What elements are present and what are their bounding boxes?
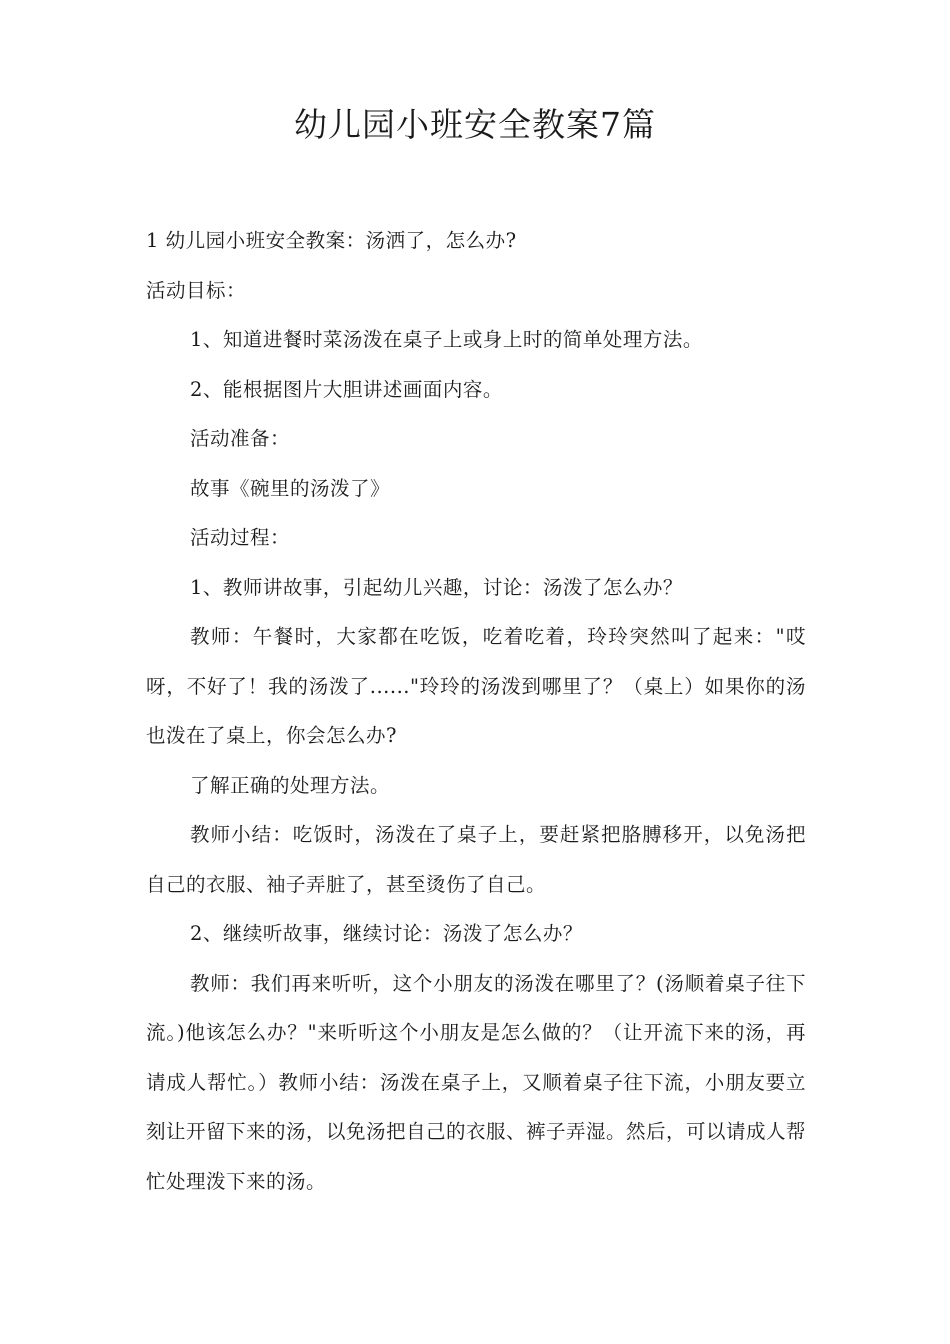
paragraph: 了解正确的处理方法。 <box>190 773 391 797</box>
document-title: 幼儿园小班安全教案7篇 <box>294 105 656 144</box>
paragraph: 活动过程： <box>190 526 291 549</box>
paragraph: 1、教师讲故事，引起幼儿兴趣，讨论：汤泼了怎么办？ <box>190 575 683 599</box>
document-body <box>146 216 806 1206</box>
paragraph: 故事《碗里的汤泼了》 <box>190 476 391 500</box>
paragraph: 1、知道进餐时菜汤泼在桌子上或身上时的简单处理方法。 <box>190 328 703 351</box>
paragraph: 活动目标： <box>146 278 247 302</box>
paragraph: 教师：我们再来听听，这个小朋友的汤泼在哪里了？(汤顺着桌子往下流。)他该怎么办？"来听听这个小朋友是怎么做的？（让开流下来的汤，再请成人帮忙。）教师小结：汤泼在桌子上，又顺着桌子往下流，小朋友要立刻让开留下来的汤，以免汤把自己的衣服、裤子弄湿。然后，可以请成人帮忙处理泼下来的汤。 <box>146 971 807 1193</box>
paragraph: 教师小结：吃饭时，汤泼在了桌子上，要赶紧把胳膊移开，以免汤把自己的衣服、袖子弄脏了，甚至烫伤了自己。 <box>146 823 806 896</box>
paragraph: 2、能根据图片大胆讲述画面内容。 <box>190 377 503 401</box>
paragraph: 1 幼儿园小班安全教案：汤洒了，怎么办? <box>146 229 517 252</box>
paragraph: 活动准备： <box>190 427 291 450</box>
paragraph: 2、继续听故事，继续讨论：汤泼了怎么办？ <box>190 922 583 945</box>
paragraph: 教师：午餐时，大家都在吃饭，吃着吃着，玲玲突然叫了起来："哎呀，不好了！我的汤泼了......"玲玲的汤泼到哪里了？（桌上）如果你的汤也泼在了桌上，你会怎么办? <box>146 625 806 747</box>
